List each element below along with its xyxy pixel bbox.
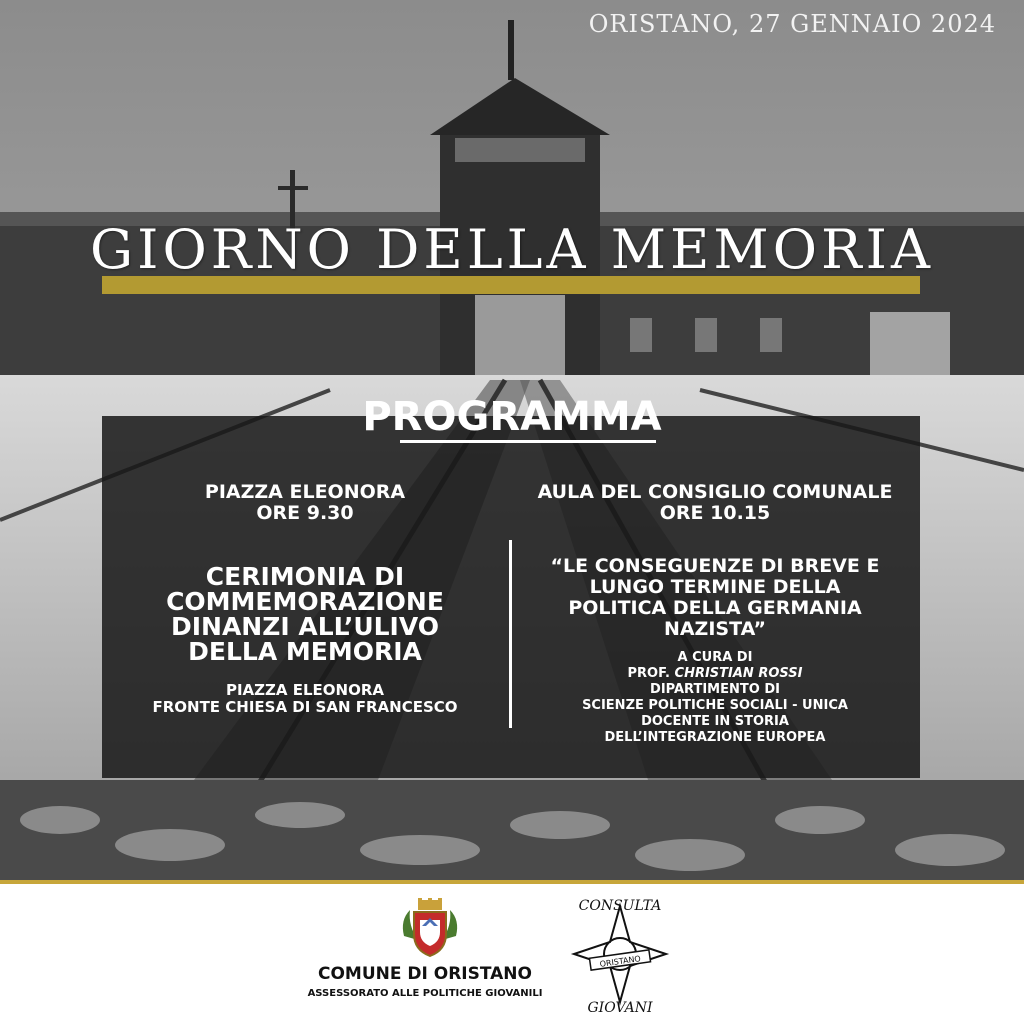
speaker: [515, 666, 915, 682]
event-date: ORISTANO, 27 GENNAIO 2024: [588, 10, 996, 38]
right-event-line: POLITICA DELLA GERMANIA: [568, 597, 862, 619]
left-location: PIAZZA ELEONORA: [204, 481, 406, 503]
comune-name: COMUNE DI ORISTANO: [318, 964, 532, 984]
page-title: GIORNO DELLA MEMORIA: [90, 218, 934, 281]
right-time: ORE 10.15: [659, 502, 771, 524]
consulta-giovani-logo-icon: [560, 892, 680, 1016]
consulta-top-text: CONSULTA: [578, 898, 662, 914]
program-heading: PROGRAMMA: [362, 394, 662, 440]
speaker-role-line: DOCENTE IN STORIA: [641, 714, 789, 729]
footer-gold-line: [0, 880, 1024, 884]
right-event-line: LUNGO TERMINE DELLA: [589, 576, 841, 598]
left-event: [105, 482, 505, 716]
right-location: AULA DEL CONSIGLIO COMUNALE: [537, 481, 893, 503]
column-divider: [509, 540, 512, 728]
right-event: [515, 482, 915, 746]
speaker-role-line: DELL’INTEGRAZIONE EUROPEA: [604, 730, 826, 745]
left-event-line: DELLA MEMORIA: [188, 637, 422, 666]
left-event-line: DINANZI ALL’ULIVO: [170, 612, 440, 641]
speaker-role-line: DIPARTIMENTO DI: [650, 682, 780, 697]
program-underline: [400, 440, 656, 443]
right-event-line: NAZISTA”: [663, 618, 767, 640]
left-event-line: COMMEMORAZIONE: [166, 587, 444, 616]
speaker-role-line: SCIENZE POLITICHE SOCIALI - UNICA: [582, 698, 848, 713]
consulta-band-text: ORISTANO: [599, 954, 642, 969]
consulta-bottom-text: GIOVANI: [587, 1000, 653, 1016]
right-event-line: “LE CONSEGUENZE DI BREVE E: [550, 555, 880, 577]
comune-subtitle: ASSESSORATO ALLE POLITICHE GIOVANILI: [307, 988, 543, 999]
left-place-line: FRONTE CHIESA DI SAN FRANCESCO: [152, 698, 458, 716]
left-place-line: PIAZZA ELEONORA: [225, 681, 385, 699]
left-time: ORE 9.30: [256, 502, 354, 524]
left-event-line: CERIMONIA DI: [205, 562, 405, 591]
speaker-prefix: PROF.: [627, 666, 670, 681]
curator-label: A CURA DI: [677, 650, 753, 665]
comune-crest-icon: [398, 896, 462, 960]
speaker-name: CHRISTIAN ROSSI: [674, 666, 803, 681]
